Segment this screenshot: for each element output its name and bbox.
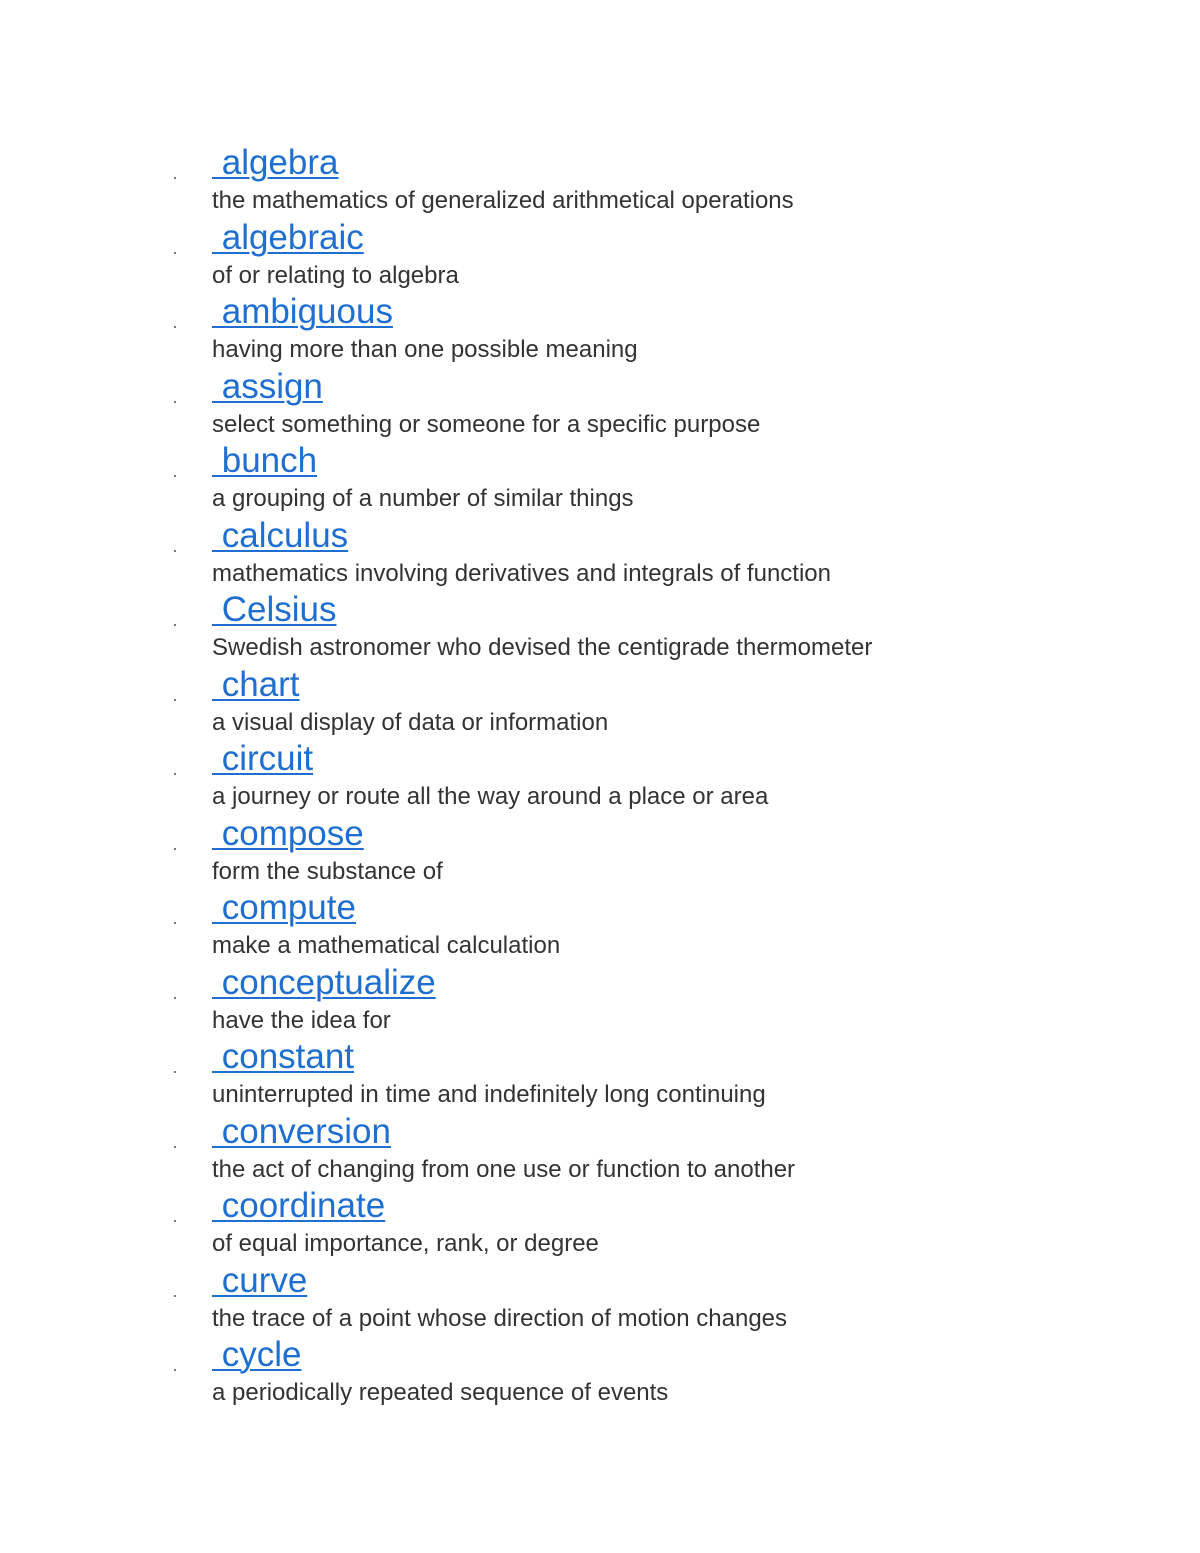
term-link[interactable]: chart	[212, 664, 300, 704]
term-link[interactable]: bunch	[212, 441, 318, 480]
bullet-dot	[174, 475, 176, 477]
definition-text: mathematics involving derivatives and integrals of function	[212, 559, 831, 587]
list-item	[0, 143, 1200, 218]
list-item	[0, 1335, 1200, 1410]
bullet-dot	[174, 922, 176, 924]
definition-text: the act of changing from one use or function to another	[212, 1155, 796, 1183]
bullet-dot	[174, 699, 176, 701]
list-item	[0, 367, 1200, 442]
definition-text: form the substance of	[212, 857, 443, 885]
vocabulary-list	[0, 143, 1200, 1410]
bullet-dot	[174, 848, 176, 850]
list-item	[0, 963, 1200, 1038]
list-item	[0, 441, 1200, 516]
bullet-dot	[174, 550, 176, 552]
term-link[interactable]: algebraic	[212, 217, 364, 257]
list-item	[0, 292, 1200, 367]
bullet-dot	[174, 1220, 176, 1222]
definition-text: of or relating to algebra	[212, 261, 459, 289]
term-link[interactable]: compute	[212, 888, 356, 927]
list-item	[0, 814, 1200, 889]
term-link[interactable]: conceptualize	[212, 962, 436, 1002]
definition-text: a grouping of a number of similar things	[212, 485, 634, 512]
bullet-dot	[174, 624, 176, 626]
definition-text: the mathematics of generalized arithmetical operations	[212, 187, 794, 214]
bullet-dot	[174, 252, 176, 254]
term-link[interactable]: circuit	[212, 739, 314, 778]
list-item	[0, 218, 1200, 293]
definition-text: a periodically repeated sequence of events	[212, 1379, 669, 1406]
bullet-dot	[174, 1071, 176, 1073]
definition-text: uninterrupted in time and indefinitely long continuing	[212, 1081, 766, 1108]
term-link[interactable]: conversion	[212, 1111, 391, 1151]
list-item	[0, 1112, 1200, 1187]
definition-text: a journey or route all the way around a place or area	[212, 783, 769, 810]
list-item	[0, 888, 1200, 963]
bullet-dot	[174, 401, 176, 403]
list-item	[0, 1261, 1200, 1336]
list-item	[0, 516, 1200, 591]
definition-text: select something or someone for a specific purpose	[212, 410, 761, 438]
list-item	[0, 1037, 1200, 1112]
term-link[interactable]: cycle	[212, 1335, 302, 1374]
list-item	[0, 665, 1200, 740]
definition-text: have the idea for	[212, 1006, 391, 1034]
list-item	[0, 739, 1200, 814]
bullet-dot	[174, 1146, 176, 1148]
bullet-dot	[174, 177, 176, 179]
term-link[interactable]: ambiguous	[212, 292, 393, 331]
term-link[interactable]: compose	[212, 813, 364, 853]
bullet-dot	[174, 1369, 176, 1371]
definition-text: of equal importance, rank, or degree	[212, 1230, 599, 1257]
list-item	[0, 590, 1200, 665]
term-link[interactable]: calculus	[212, 515, 349, 555]
bullet-dot	[174, 773, 176, 775]
term-link[interactable]: curve	[212, 1260, 308, 1300]
bullet-dot	[174, 997, 176, 999]
list-item	[0, 1186, 1200, 1261]
term-link[interactable]: algebra	[212, 143, 339, 182]
definition-text: make a mathematical calculation	[212, 932, 561, 959]
term-link[interactable]: Celsius	[212, 590, 337, 629]
term-link[interactable]: constant	[212, 1037, 355, 1076]
term-link[interactable]: coordinate	[212, 1186, 386, 1225]
definition-text: having more than one possible meaning	[212, 336, 638, 363]
definition-text: Swedish astronomer who devised the centigrade thermometer	[212, 634, 873, 661]
bullet-dot	[174, 326, 176, 328]
definition-text: the trace of a point whose direction of motion changes	[212, 1304, 788, 1332]
definition-text: a visual display of data or information	[212, 708, 609, 736]
term-link[interactable]: assign	[212, 366, 323, 406]
bullet-dot	[174, 1295, 176, 1297]
